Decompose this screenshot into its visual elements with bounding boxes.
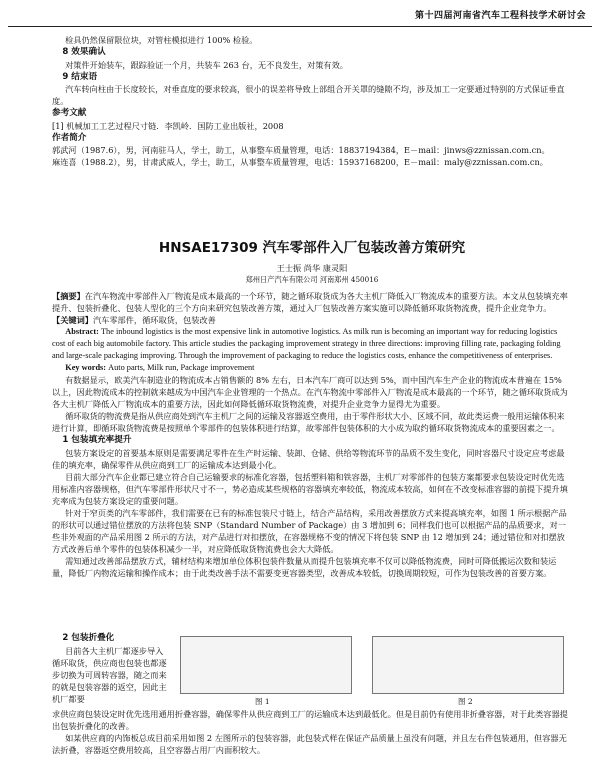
abstract-text: 在汽车物流中零部件入厂物流是成本最高的一个环节，随之循环取货成为各大主机厂降低入厂物流成本的重要方法。本文从包装填充率提升、包装折叠化、包装人型化的三个方向来研究包装改善方策，通过入厂包装改善方案实施可以降低循环取货物流费，提升企业竞争力。 [52, 291, 568, 313]
references-heading: 参考文献 [52, 108, 87, 118]
abstract-en [52, 326, 572, 362]
section-heading: 1 包装填充率提升 [62, 435, 132, 445]
author-bio: 郭武河（1987.6），男，河南驻马人，学士，助工，从事整车质量管理，电话：18837194384，E－mail：jinws@zznissan.com.cn。 [52, 145, 550, 155]
section-heading: 8 效果确认 [62, 47, 106, 57]
article [52, 236, 572, 579]
section2-wrapped-text [52, 632, 167, 705]
prev-paragraph: 检具仍然保留限位块，对管柱模拟进行 100% 检验。 [65, 35, 258, 45]
section2-continued [52, 708, 572, 756]
header-rule [8, 26, 592, 27]
keywords-en-text: Auto parts, Milk run, Package improvement [108, 363, 255, 372]
keywords-cn [52, 314, 572, 326]
figure-2 [372, 636, 564, 694]
abstract-en-label: Abstract: [65, 327, 101, 336]
prev-paragraph: 对策件开始装车，跟踪验证一个月，共装车 263 台，无不良发生，对策有效。 [65, 59, 348, 70]
keywords-en [52, 362, 572, 374]
body-paragraph: 求供应商包装设定时优先选用通用折叠容器，确保零件从供应商到工厂的运输成本达到最低化。但是目前仍有使用非折叠容器，对于此类容器提出包装折叠化的改善。 [52, 709, 568, 731]
body-paragraph: 循环取货的物流费是指从供应商处到汽车主机厂之间的运输及容器返空费用，由于零件形状大小、区域不同，故此类运费一般用运输体积来进行计算，即循环取货物流费是按照单个零部件的包装体积进行结算，故零部件包装体积的大小成为取约循环取货物流成本的重要因素之一。 [52, 411, 565, 433]
prev-paragraph: 汽车转向柱由于长度较长，对垂直度的要求较高，很小的误差将导致上部组合开关罩的缝隙不均，涉及加工一定要通过特别的方式保证垂直度。 [52, 84, 565, 106]
abstract-label: 【摘要】 [52, 291, 85, 301]
previous-article-tail [52, 34, 572, 168]
figure-1 [180, 636, 352, 694]
figure-2-caption: 图 2 [458, 697, 473, 706]
body-paragraph: 针对于窄页类的汽车零部件，我们需要在已有的标准包装尺寸链上，结合产品结构，采用改善摆放方式来提高填充率，如图 1 所示根据产品的形状可以通过错位摆放的方法将包装 SNP（Standard Number of Package）由 3 增加到 6；同样我们也可以根据产品的品质要求，对一些非外观面的产品采用图 2 所示的方法，对产品进行对扣摆放，在容器规格不变的情况下将包装 SNP 由 12 增加到 24；通过错位和对扣摆放方式改善后单个零件的包装体积减少一半，对应降低取货物流费也会大大降低。 [52, 507, 567, 554]
abstract-en-text: The inbound logistics is the most expensive link in automotive logistics. As milk run is becoming an important way for reducing logistics cost of each big automobile factory. This article studies the packaging improvement strategy in three directions: improving filling rate, packaging folding and large-scale packaging improving. Through the improvement of packaging to reduce the logistics costs, enhance the competitiveness of enterprises. [52, 327, 561, 360]
author-bio: 麻连喜（1988.2），男，甘肃武威人，学士，助工，从事整车质量管理，电话：15937168200，E－mail：maly@zznissan.com.cn。 [52, 157, 548, 167]
reference-item: [1] 机械加工工艺过程尺寸链．李凯岭．国防工业出版社，2008 [52, 120, 284, 131]
section-heading: 9 结束语 [62, 71, 98, 82]
keywords-en-label: Key words: [65, 363, 109, 372]
running-header: 第十四届河南省汽车工程科技学术研讨会 [414, 11, 586, 21]
body-paragraph: 需知通过改善部品摆放方式，辅材结构来增加单位体积包装件数量从而提升包装填充率不仅可以降低物流费，同时可降低搬运次数和装运量，降低厂内物流运输和操作成本；由于此类改善手法不需要变更容器类型，改善成本较低，切换周期较短，可作为包装改善的首要方案。 [52, 555, 557, 578]
section-heading: 2 包装折叠化 [62, 633, 115, 643]
body-paragraph: 目前各大主机厂都逐步导入循环取货，供应商也包装也都逐步切换为可周转容器，随之而来的就是包装容器的返空，因此主机厂都要 [52, 645, 167, 704]
article-authors: 王士振 尚华 康灵阳 [276, 263, 348, 273]
body-paragraph: 包装方案设定的首要基本原则是需要满足零件在生产时运输、装卸、仓储、供给等物流环节的品质不发生变化，同时容器尺寸设定应考虑最佳的填充率，确保零件从供应商到工厂的运输成本达到最小化。 [52, 447, 565, 470]
figure-1-caption: 图 1 [255, 697, 270, 706]
article-affiliation: 郑州日产汽车有限公司 河南郑州 450016 [245, 275, 379, 284]
body-paragraph: 目前大部分汽车企业都已建立符合自己运输要求的标准化容器，包括塑料箱和铁容器，主机厂对零部件的包装方案都要求包装设定时优先选用标准内容器规格，但汽车零部件形状尺寸不一，势必造成某些规格的容器填充率较低，物流成本较高，如何在不改变标准容器的前提下提升填充率成为包装方案设定的重要问题。 [52, 471, 568, 506]
article-title: HNSAE17309 汽车零部件入厂包装改善方策研究 [158, 240, 466, 256]
abstract-cn [52, 290, 572, 314]
author-bio-heading: 作者简介 [52, 132, 87, 143]
keywords-label: 【关键词】 [52, 315, 93, 325]
keywords-text: 汽车零部件，循环取货，包装改善 [92, 315, 216, 325]
body-paragraph: 有数据显示，欧美汽车制造业的物流成本占销售额的 8% 左右，日本汽车厂商可以达到 5%，而中国汽车生产企业的物流成本普遍在 15% 以上，因此物流成本的控制就来越成为中国汽车企业管理的一个热点。在汽车物流中零部件入厂物流是成本最高的一个环节，随之循环取货成为各大主机厂降低入厂物流成本的重要方法，因此如何降低循环取货物流费，对提升企业竞争力显得尤为重要。 [52, 375, 568, 409]
body-paragraph: 如某供应商的内饰板总成目前采用如图 2 左图所示的包装容器，此包装式样在保证产品质量上虽没有问题，并且左右件包装通用，但容器无法折叠，容器返空费用较高，且空容器占用厂内面积较大。 [52, 733, 567, 755]
